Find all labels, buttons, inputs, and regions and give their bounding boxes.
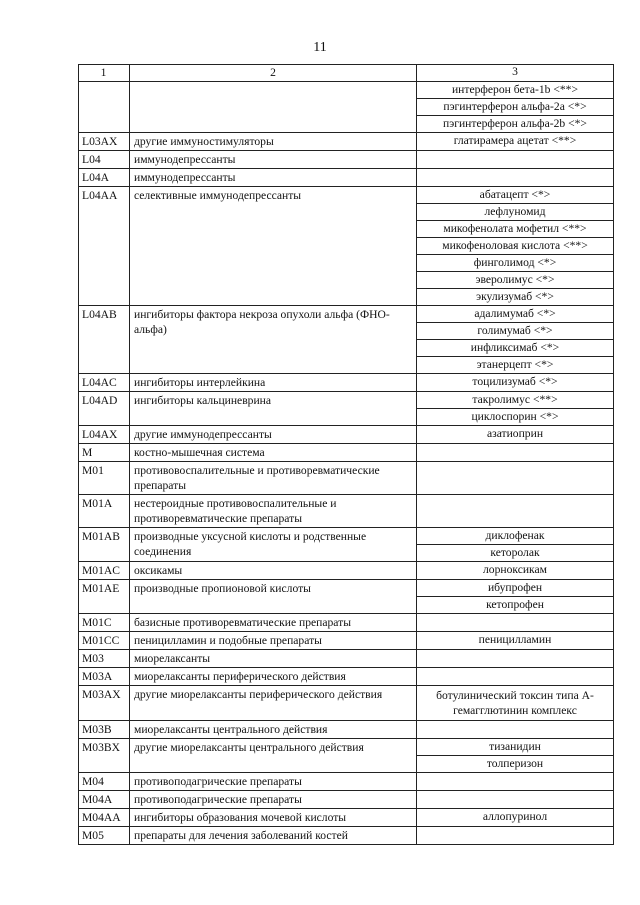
drug-name: диклофенак xyxy=(485,529,545,542)
table-row xyxy=(79,528,614,562)
drug-list-cell xyxy=(417,426,614,444)
table-row xyxy=(79,739,614,773)
group-description-cell: селективные иммунодепрессанты xyxy=(130,187,417,306)
table-row xyxy=(79,151,614,169)
group-description-cell: препараты для лечения заболеваний костей xyxy=(130,827,417,845)
drug-name: такролимус <**> xyxy=(472,393,558,406)
drug-classification-table xyxy=(78,64,614,845)
drug-list-cell xyxy=(417,133,614,151)
table-header-row xyxy=(79,65,614,82)
drug-name: экулизумаб <*> xyxy=(417,288,613,305)
atc-code-cell: M03AX xyxy=(79,686,130,721)
group-description-cell: миорелаксанты центрального действия xyxy=(130,721,417,739)
drug-name: финголимод <*> xyxy=(417,254,613,271)
group-description-cell: оксикамы xyxy=(130,562,417,580)
atc-code-cell: M01AB xyxy=(79,528,130,562)
table-row xyxy=(79,82,614,133)
drug-name: микофенолата мофетил <**> xyxy=(417,220,613,237)
drug-list-cell xyxy=(417,739,614,773)
drug-name: кеторолак xyxy=(417,544,613,561)
drug-name: аллопуринол xyxy=(482,810,548,823)
drug-name: адалимумаб <*> xyxy=(474,307,556,320)
drug-list-cell xyxy=(417,82,614,133)
drug-name: микофеноловая кислота <**> xyxy=(417,237,613,254)
drug-name: азатиоприн xyxy=(486,427,544,440)
drug-name: интерферон бета-1b <**> xyxy=(451,83,579,96)
drug-name: лефлуномид xyxy=(417,203,613,220)
drug-name: пеницилламин xyxy=(478,633,552,646)
atc-code-cell: M05 xyxy=(79,827,130,845)
atc-code-cell: L04AX xyxy=(79,426,130,444)
atc-code-cell: M xyxy=(79,444,130,462)
atc-code-cell: M03BX xyxy=(79,739,130,773)
atc-code-cell xyxy=(79,82,130,133)
drug-list-cell xyxy=(417,632,614,650)
atc-code-cell: M03A xyxy=(79,668,130,686)
drug-list-cell xyxy=(417,668,614,686)
group-description-cell: противовоспалительные и противоревматические препараты xyxy=(130,462,417,495)
table-row xyxy=(79,809,614,827)
group-description-cell: иммунодепрессанты xyxy=(130,169,417,187)
drug-name: кетопрофен xyxy=(417,596,613,613)
atc-code-cell: M01A xyxy=(79,495,130,528)
drug-list-cell xyxy=(417,151,614,169)
table-row xyxy=(79,444,614,462)
drug-name: абатацепт <*> xyxy=(479,188,551,201)
drug-list-cell xyxy=(417,528,614,562)
group-description-cell: противоподагрические препараты xyxy=(130,773,417,791)
atc-code-cell: L03AX xyxy=(79,133,130,151)
table-row xyxy=(79,580,614,614)
table-row xyxy=(79,668,614,686)
group-description-cell: другие миорелаксанты периферического действия xyxy=(130,686,417,721)
column-header-description: 2 xyxy=(130,65,417,82)
atc-code-cell: M04AA xyxy=(79,809,130,827)
drug-name: пэгинтерферон альфа-2b <*> xyxy=(417,115,613,132)
drug-list-cell xyxy=(417,773,614,791)
group-description-cell: другие иммунодепрессанты xyxy=(130,426,417,444)
atc-code-cell: L04AD xyxy=(79,392,130,426)
drug-list-cell xyxy=(417,562,614,580)
atc-code-cell: M04 xyxy=(79,773,130,791)
atc-code-cell: L04AA xyxy=(79,187,130,306)
group-description-cell: пеницилламин и подобные препараты xyxy=(130,632,417,650)
drug-list-cell xyxy=(417,374,614,392)
table-row xyxy=(79,791,614,809)
group-description-cell: ингибиторы кальциневрина xyxy=(130,392,417,426)
group-description-cell: костно-мышечная система xyxy=(130,444,417,462)
drug-name: эверолимус <*> xyxy=(417,271,613,288)
atc-code-cell: M01AE xyxy=(79,580,130,614)
table-row xyxy=(79,562,614,580)
table-row xyxy=(79,306,614,374)
drug-name: тизанидин xyxy=(489,740,541,753)
drug-list-cell xyxy=(417,306,614,374)
drug-name: глатирамера ацетат <**> xyxy=(453,134,577,147)
drug-name: этанерцепт <*> xyxy=(417,356,613,373)
table-row xyxy=(79,374,614,392)
drug-name: пэгинтерферон альфа-2а <*> xyxy=(417,98,613,115)
drug-list-cell xyxy=(417,791,614,809)
atc-code-cell: M04A xyxy=(79,791,130,809)
page-number: 11 xyxy=(313,40,327,55)
drug-list-cell xyxy=(417,495,614,528)
group-description-cell xyxy=(130,82,417,133)
table-row xyxy=(79,773,614,791)
drug-list-cell xyxy=(417,187,614,306)
atc-code-cell: L04A xyxy=(79,169,130,187)
table-row xyxy=(79,462,614,495)
drug-list-cell xyxy=(417,392,614,426)
table-row xyxy=(79,614,614,632)
table-row xyxy=(79,721,614,739)
atc-code-cell: M03B xyxy=(79,721,130,739)
drug-name: тоцилизумаб <*> xyxy=(472,375,558,388)
table-row xyxy=(79,650,614,668)
drug-list-cell xyxy=(417,721,614,739)
group-description-cell: ингибиторы интерлейкина xyxy=(130,374,417,392)
drug-list-cell xyxy=(417,827,614,845)
group-description-cell: ингибиторы фактора некроза опухоли альфа (ФНО-альфа) xyxy=(130,306,417,374)
atc-code-cell: M03 xyxy=(79,650,130,668)
atc-code-cell: L04AB xyxy=(79,306,130,374)
table-row xyxy=(79,426,614,444)
atc-code-cell: M01AC xyxy=(79,562,130,580)
atc-code-cell: M01C xyxy=(79,614,130,632)
drug-name: циклоспорин <*> xyxy=(417,408,613,425)
drug-list-cell xyxy=(417,686,614,721)
drug-name: толперизон xyxy=(417,755,613,772)
group-description-cell: другие миорелаксанты центрального действия xyxy=(130,739,417,773)
column-header-code: 1 xyxy=(79,65,130,82)
group-description-cell: миорелаксанты периферического действия xyxy=(130,668,417,686)
drug-list-cell xyxy=(417,614,614,632)
group-description-cell: ингибиторы образования мочевой кислоты xyxy=(130,809,417,827)
drug-name: голимумаб <*> xyxy=(417,322,613,339)
drug-list-cell xyxy=(417,462,614,495)
table-row xyxy=(79,392,614,426)
table-row xyxy=(79,632,614,650)
table-row xyxy=(79,827,614,845)
table-row xyxy=(79,495,614,528)
group-description-cell: производные пропионовой кислоты xyxy=(130,580,417,614)
drug-name: ботулинический токсин типа А-гемагглютинин комплекс xyxy=(436,689,594,717)
atc-code-cell: L04AC xyxy=(79,374,130,392)
group-description-cell: нестероидные противовоспалительные и противоревматические препараты xyxy=(130,495,417,528)
group-description-cell: миорелаксанты xyxy=(130,650,417,668)
drug-list-cell xyxy=(417,809,614,827)
group-description-cell: противоподагрические препараты xyxy=(130,791,417,809)
column-header-drugs: 3 xyxy=(417,65,614,82)
table-row xyxy=(79,187,614,306)
drug-list-cell xyxy=(417,169,614,187)
drug-name: инфликсимаб <*> xyxy=(417,339,613,356)
drug-list-cell xyxy=(417,580,614,614)
drug-list-cell xyxy=(417,444,614,462)
table-body xyxy=(79,65,614,845)
atc-code-cell: L04 xyxy=(79,151,130,169)
table-row xyxy=(79,169,614,187)
drug-list-cell xyxy=(417,650,614,668)
group-description-cell: другие иммуностимуляторы xyxy=(130,133,417,151)
table-row xyxy=(79,686,614,721)
group-description-cell: иммунодепрессанты xyxy=(130,151,417,169)
group-description-cell: базисные противоревматические препараты xyxy=(130,614,417,632)
group-description-cell: производные уксусной кислоты и родственные соединения xyxy=(130,528,417,562)
atc-code-cell: M01 xyxy=(79,462,130,495)
drug-name: лорноксикам xyxy=(482,563,547,576)
drug-name: ибупрофен xyxy=(487,581,543,594)
table-row xyxy=(79,133,614,151)
atc-code-cell: M01CC xyxy=(79,632,130,650)
